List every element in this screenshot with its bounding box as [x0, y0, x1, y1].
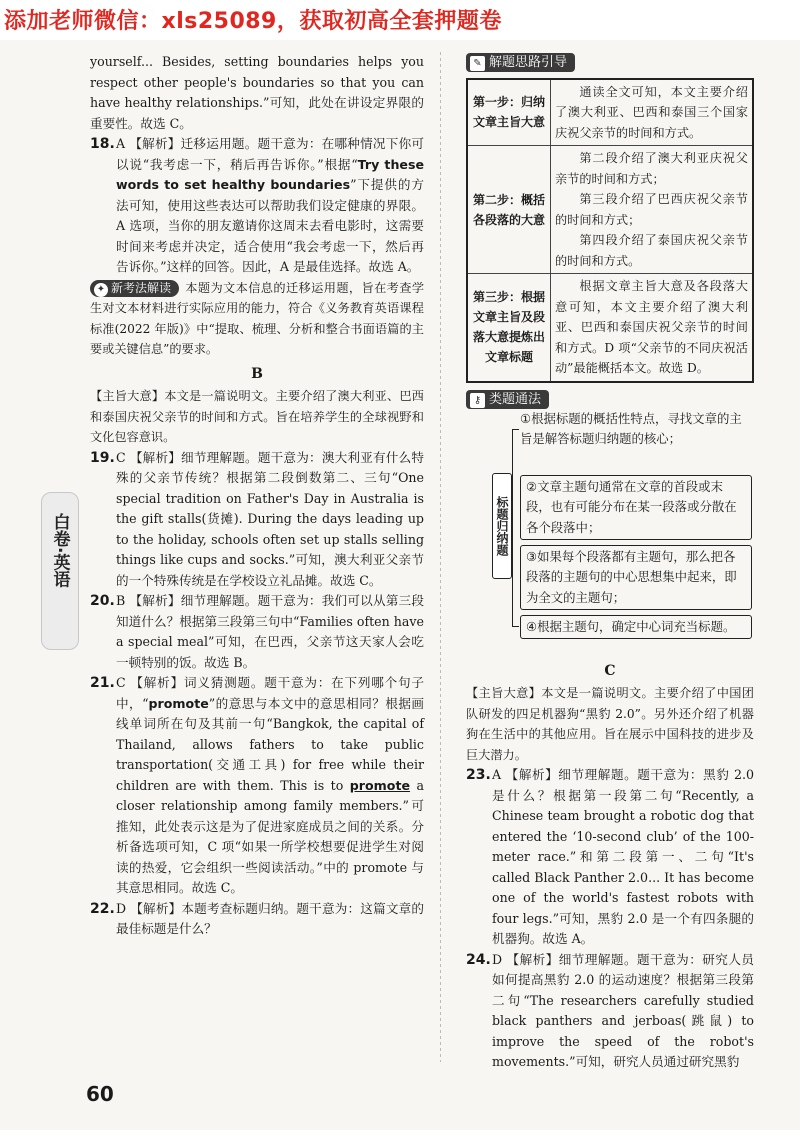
tip-4: ④根据主题句，确定中心词充当标题。 [520, 615, 752, 640]
guide-step-1 [467, 79, 753, 146]
answer-21-text-a: C 【解析】词义猜测题。题干意为：在下列哪个句子中，“ [116, 675, 424, 711]
guide-step-2-label: 第二步：概括各段落的大意 [467, 146, 551, 274]
page-number: 60 [86, 1082, 114, 1106]
main-idea-b: 【主旨大意】本文是一篇说明文。主要介绍了澳大利亚、巴西和泰国庆祝父亲节的时间和方式。旨在培养学生的全球视野和文化包容意识。 [90, 389, 424, 444]
answer-22-number: 22. [90, 900, 115, 917]
new-method-note [90, 278, 424, 360]
guide-step-3 [467, 274, 753, 382]
answer-21-text-e: a closer relationship among family members.”可推知，此处表示这是为了促进家庭成员之间的关系。分析备选项可知，C 项“如果一所学校想要促进学生对阅读的热爱，它会组织一些阅读活动。”中的 promote 与其意思相同。故选 C。 [116, 777, 424, 895]
side-tab [41, 492, 79, 650]
guide-step-2-para-3: 第四段介绍了泰国庆祝父亲节的时间和方式。 [555, 233, 748, 268]
key-icon: ⚷ [470, 393, 485, 408]
answer-18-text-c: ”下提供的方法可知，使用这些表达可以帮助我们设定健康的界限。A 选项，当你的朋友邀请你这周末去看电影时，这需要时间来考虑并决定，适合使用“我会考虑一下，然后再告诉你。”这样的回答。因此，A 是最佳选择。故选 A。 [116, 177, 424, 274]
answer-21 [90, 673, 424, 899]
guide-step-2-para-1: 第二段介绍了澳大利亚庆祝父亲节的时间和方式； [555, 151, 748, 186]
answer-23 [466, 765, 754, 950]
column-divider [440, 52, 441, 1062]
title-summary-label: 标题归纳题 [492, 473, 512, 579]
tip-2: ②文章主题句通常在文章的首段或末段，也有可能分布在某一段落或分散在各个段落中； [520, 475, 752, 541]
guide-step-3-para: 根据文章主旨大意及各段落大意可知，本文主要介绍了澳大利亚、巴西和泰国庆祝父亲节的时间和方式。D 项“父亲节的不同庆祝活动”最能概括本文。故选 D。 [555, 279, 748, 375]
answer-22 [90, 899, 424, 940]
guide-header [466, 53, 575, 72]
answer-23-text: A 【解析】细节理解题。题干意为：黑豹 2.0 是什么？根据第一段第二句“Recently, a Chinese team brought a robotic dog that entered the ‘10-second club’ of the 100-meter race.”和第二段第一、二句“It's called Black Panther 2.0... It has become one of the world's fastest robots with four legs.”可知，黑豹 2.0 是一个有四条腿的机器狗。故选 A。 [492, 767, 754, 946]
answer-21-number: 21. [90, 675, 115, 691]
right-column [466, 52, 754, 1073]
lightbulb-icon: ✦ [94, 283, 108, 297]
new-method-badge-label: 新考法解读 [111, 280, 172, 295]
class-method-block [466, 389, 754, 657]
answer-21-underlined-word: promote [349, 777, 411, 793]
guide-step-2-para-2: 第三段介绍了巴西庆祝父亲节的时间和方式； [555, 192, 748, 227]
tip-1: ①根据标题的概括性特点，寻找文章的主旨是解答标题归纳题的核心； [520, 410, 742, 446]
guide-step-1-content [551, 79, 754, 146]
answer-18 [90, 134, 424, 278]
answer-19-text: C 【解析】细节理解题。题干意为：澳大利亚有什么特殊的父亲节传统？根据第二段倒数第二、三句“One special tradition on Father's Day in Australia is the gift stalls(货摊). During the days leading up to the holiday, schools often set up stalls selling things like cups and socks.”可知，澳大利亚父亲节的一个特殊传统是在学校设立礼品摊。故选 C。 [116, 449, 424, 588]
new-method-text: 本题为文本信息的迁移运用题，旨在考查学生对文本材料进行实际应用的能力，符合《义务教育英语课程标准(2022 年版)》中“提取、梳理、分析和整合书面语篇的主要或关键信息”的要求。 [90, 280, 425, 356]
answer-24-text: D 【解析】细节理解题。题干意为：研究人员如何提高黑豹 2.0 的运动速度？根据第三段第二句“The researchers carefully studied black panthers and jerboas(跳鼠) to improve the speed of the robot's movements.”可知，研究人员通过研究黑豹 [492, 951, 754, 1069]
tip-3: ③如果每个段落都有主题句，那么把各段落的主题句的中心思想集中起来，即为全文的主题句； [520, 545, 752, 611]
answer-24-number: 24. [466, 951, 491, 968]
guide-step-2-content [551, 146, 754, 274]
section-b-heading: B [251, 365, 263, 382]
guide-header-label: 解题思路引导 [489, 55, 568, 70]
answer-18-number: 18. [90, 136, 115, 152]
new-method-badge [90, 280, 179, 297]
answer-23-number: 23. [466, 767, 491, 783]
notepad-icon: ✎ [470, 56, 485, 71]
answer-21-text-c: ”的意思与本文中的意思相同？根据画线单词所在句及其前一句“Bangkok, the capital of Thailand, allows fathers to take public transportation(交通工具) for free while their children are with them. This is to [116, 695, 424, 793]
guide-step-1-para: 通读全文可知，本文主要介绍了澳大利亚、巴西和泰国三个国家庆祝父亲节的时间和方式。 [555, 84, 748, 140]
guide-step-3-content [551, 274, 754, 382]
answer-18-highlight: Try these words to set healthy boundaries [116, 156, 424, 192]
answer-22-text: D 【解析】本题考查标题归纳。题干意为：这篇文章的最佳标题是什么？ [116, 900, 424, 936]
answer-20-text: B 【解析】细节理解题。题干意为：我们可以从第三段知道什么？根据第三段第三句中“Families often have a special meal”可知，在巴西，父亲节这天家人会吃一顿特别的饭。故选 B。 [116, 593, 424, 670]
answer-20 [90, 591, 424, 673]
guide-step-1-label: 第一步：归纳文章主旨大意 [467, 79, 551, 146]
watermark-text: 添加老师微信：xls25089，获取初高全套押题卷 [4, 9, 502, 34]
section-c-heading: C [604, 662, 616, 679]
answer-24 [466, 950, 754, 1073]
guide-steps-table [466, 78, 754, 383]
guide-step-3-label: 第三步：根据文章主旨及段落大意提炼出文章标题 [467, 274, 551, 382]
answer-20-number: 20. [90, 593, 115, 609]
watermark-bar [0, 0, 800, 40]
left-column [90, 52, 424, 940]
guide-step-2 [467, 146, 753, 274]
answer-18-text-a: A 【解析】迁移运用题。题干意为：在哪种情况下你可以说“我考虑一下，稍后再告诉你。”根据“ [116, 136, 424, 172]
side-tab-label: 白卷·英语 [49, 513, 70, 588]
answer-19 [90, 448, 424, 592]
answer-19-number: 19. [90, 449, 115, 466]
main-idea-c: 【主旨大意】本文是一篇说明文。主要介绍了中国团队研发的四足机器狗“黑豹 2.0”。另外还介绍了机器狗在生活中的其他应用。旨在展示中国科技的进步及巨大潜力。 [466, 686, 754, 762]
class-method-header [466, 390, 549, 409]
answer-21-word: promote [148, 695, 209, 711]
class-method-header-label: 类题通法 [489, 391, 542, 407]
intro-paragraph: yourself... Besides, setting boundaries helps you respect other people's boundaries so that you can have healthy relationships.”可知，此处在讲设定界限的重要性。故选 C。 [90, 54, 424, 131]
tips-bracket [512, 429, 519, 627]
